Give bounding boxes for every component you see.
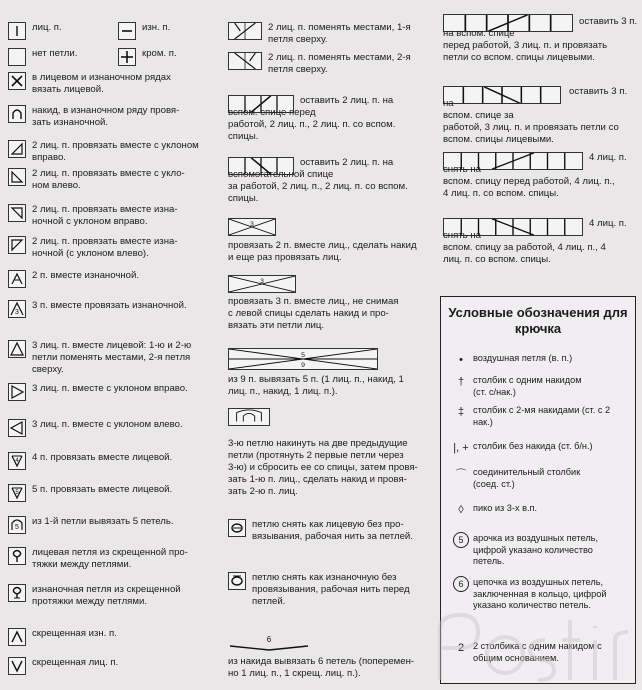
- p2tog-left-symbol-label: 2 лиц. п. провязать вместе изна- ночной (с уклоном влево).: [32, 236, 178, 259]
- five-from-one-symbol-icon: [8, 516, 26, 534]
- chain-arch-icon: 5: [453, 532, 469, 548]
- knit-both-rows-symbol-label: в лицевом и изнаночном рядах вязать лицевой.: [32, 72, 171, 95]
- chain-ring-label: цепочка из воздушных петель, заключенная в кольцо, цифрой указано количество петель.: [473, 577, 607, 610]
- slip-knitwise-label: петлю снять как лицевую без про- вязывания, рабочая нить за петлей.: [252, 519, 413, 542]
- crochet-legend-title: Условные обозначения для крючка: [448, 305, 628, 336]
- slip-stitch-label: соединительный столбик (соед. ст.): [473, 467, 581, 489]
- six-from-yo-icon: [228, 632, 310, 652]
- k3tog-crossed-symbol: [8, 340, 191, 376]
- k5tog-symbol-label: 5 п. провязать вместе лицевой.: [32, 484, 173, 495]
- p2tog-right-symbol: [8, 204, 178, 228]
- p2tog-left-symbol-icon: [8, 236, 26, 254]
- k3tog-right-symbol: [8, 383, 188, 401]
- twisted-knit-symbol-icon: [8, 657, 26, 675]
- no-stitch-symbol-label: нет петли.: [32, 48, 78, 59]
- p2tog-symbol-icon: [8, 270, 26, 288]
- k3tog-right-symbol-label: 3 лиц. п. вместе с уклоном вправо.: [32, 383, 188, 394]
- k3tog-left-symbol-label: 3 лиц. п. вместе с уклоном влево.: [32, 419, 183, 430]
- slip-purlwise-label: петлю снять как изнаночную без провязывания, рабочая нить перед петлей.: [252, 572, 410, 607]
- twisted-purl-symbol: [8, 628, 117, 646]
- chain-ring-icon: 6: [453, 576, 469, 592]
- treble-crochet-icon: ‡: [457, 406, 465, 418]
- k3tog-left-symbol: [8, 419, 183, 437]
- cable-2x2-front-label: оставить 2 лиц. п. на вспом. спице перед работой, 2 лиц. п., 2 лиц. п. со вспом. спицы.: [228, 95, 396, 142]
- five-from-nine-icon: [228, 348, 378, 370]
- k2tog-yo-k2tog-label: провязать 2 п. вместе лиц., сделать накид и еще раз провязать лиц.: [228, 240, 417, 263]
- twisted-knit-symbol-label: скрещенная лиц. п.: [32, 657, 119, 668]
- dc-cluster-label: 2 столбика с одним накидом с общим основанием.: [473, 641, 602, 663]
- k2tog-yo-k2tog-icon: [228, 218, 276, 236]
- purl-stitch-symbol: [118, 22, 170, 40]
- crochet-single-crochet: [449, 441, 631, 455]
- knit-stitch-symbol-icon: [8, 22, 26, 40]
- p3tog-symbol-label: 3 п. вместе провязать изнаночной.: [32, 300, 187, 311]
- five-from-one-symbol-label: из 1-й петли вывязать 5 петель.: [32, 516, 174, 527]
- double-crochet-icon: †: [457, 376, 465, 388]
- cross-2-top-first-icon: [228, 22, 262, 40]
- cable-4x4-front-label: 4 лиц. п. снять на вспом. спицу перед работой, 4 лиц. п., 4 лиц. п. со вспом. спицы.: [443, 152, 627, 199]
- crochet-treble-crochet: [449, 405, 631, 428]
- knit-twisted-strand-symbol-label: лицевая петля из скрещенной про- тяжки между петлями.: [32, 547, 188, 570]
- k2tog-right-symbol: [8, 140, 199, 164]
- twisted-knit-symbol: [8, 657, 118, 675]
- chain-stitch-label: воздушная петля (в. п.): [473, 353, 573, 363]
- k3tog-crossed-symbol-icon: [8, 340, 26, 358]
- k4tog-symbol: [8, 452, 172, 470]
- knit-stitch-symbol: [8, 22, 62, 40]
- crochet-dc-cluster: [449, 641, 631, 664]
- k2tog-left-symbol-icon: [8, 168, 26, 186]
- k4tog-symbol-icon: [8, 452, 26, 470]
- crochet-chain-stitch: [449, 353, 631, 367]
- purl-twisted-strand-symbol-icon: [8, 584, 26, 602]
- cable-2x2-back-label: оставить 2 лиц. п. на вспомогательной спице за работой, 2 лиц. п., 2 лиц. п. со вспом. спицы.: [228, 157, 408, 204]
- picot-label: пико из 3-х в.п.: [473, 503, 538, 513]
- k3tog-crossed-symbol-label: 3 лиц. п. вместе лицевой: 1-ю и 2-ю петли поменять местами, 2-я петля сверху.: [32, 340, 192, 375]
- no-stitch-symbol: [8, 48, 77, 66]
- k3tog-yo-count: 3: [260, 278, 264, 286]
- purl-twisted-strand-symbol-label: изнаночная петля из скрещенной протяжки между петлями.: [32, 584, 181, 607]
- knit-twisted-strand-symbol: [8, 547, 188, 571]
- edge-stitch-symbol-label: кром. п.: [142, 48, 177, 59]
- k2tog-right-symbol-label: 2 лиц. п. провязать вместе с уклоном вправо.: [32, 140, 199, 163]
- purl-stitch-symbol-label: изн. п.: [142, 22, 171, 33]
- crochet-slip-stitch: [449, 467, 631, 490]
- wrap-third-over-two-icon: [228, 408, 270, 426]
- k2tog-left-symbol: [8, 168, 185, 192]
- yarn-over-symbol: [8, 105, 179, 129]
- cross-2-top-second-label: 2 лиц. п. поменять местами, 2-я петля сверху.: [268, 52, 411, 75]
- k5tog-symbol: [8, 484, 172, 502]
- k4tog-symbol-label: 4 п. провязать вместе лицевой.: [32, 452, 173, 463]
- svg-text:5: 5: [15, 490, 19, 496]
- six-from-yo-label: из накида вывязать 6 петель (поперемен- но 1 лиц. п., 1 скрещ. лиц. п.).: [228, 656, 415, 679]
- cable-3x3-back-label: оставить 3 п. на вспом. спице за работой, 3 лиц. п. и провязать петли со вспом. спицы лицевыми.: [443, 86, 628, 145]
- purl-stitch-symbol-icon: [118, 22, 136, 40]
- chain-arch-label: арочка из воздушных петель, цифрой указано количество петель.: [473, 533, 599, 566]
- nine-count: 9: [301, 362, 305, 369]
- p2tog-right-symbol-label: 2 лиц. п. провязать вместе изна- ночной с уклоном вправо.: [32, 204, 178, 227]
- k3tog-yo-k3tog-label: провязать 3 п. вместе лиц., не снимая с левой спицы сделать накид и про- вязать эти петли лиц.: [228, 296, 399, 331]
- knit-both-rows-symbol: [8, 72, 171, 96]
- crochet-picot: [449, 503, 631, 517]
- picot-icon: ◊: [458, 504, 464, 516]
- yarn-over-symbol-icon: [8, 105, 26, 123]
- k2tog-yo-count: 3: [250, 221, 254, 229]
- wrap-third-over-two-label: 3-ю петлю накинуть на две предыдущие петли (протянуть 2 первые петли через 3-ю) и сбросить ее со спицы, затем провя- зать 1-ю п. лиц., сделать накид и провя- зать 2-ю п. лиц.: [228, 438, 418, 497]
- k5tog-symbol-icon: [8, 484, 26, 502]
- cross-2-top-first-label: 2 лиц. п. поменять местами, 1-я петля сверху.: [268, 22, 411, 45]
- double-crochet-label: столбик с одним накидом (ст. с/нак.): [473, 375, 582, 397]
- chain-stitch-icon: •: [459, 354, 463, 366]
- k3tog-yo-k3tog-icon: [228, 275, 296, 293]
- p3tog-symbol: [8, 300, 187, 318]
- p2tog-symbol: [8, 270, 139, 288]
- six-count: 6: [266, 635, 272, 644]
- no-stitch-symbol-icon: [8, 48, 26, 66]
- five-from-one-symbol: [8, 516, 174, 534]
- cable-3x3-front-label: оставить 3 п. на вспом. спице перед работой, 3 лиц. п. и провязать петли со вспом. спицы лицевыми.: [443, 16, 638, 63]
- cross-2-top-second-icon: [228, 52, 262, 70]
- twisted-purl-symbol-icon: [8, 628, 26, 646]
- knit-stitch-symbol-label: лиц. п.: [32, 22, 62, 33]
- svg-text:5: 5: [15, 524, 19, 531]
- k3tog-right-symbol-icon: [8, 383, 26, 401]
- svg-text:3: 3: [15, 309, 19, 316]
- k3tog-left-symbol-icon: [8, 419, 26, 437]
- edge-stitch-symbol: [118, 48, 177, 66]
- purl-twisted-strand-symbol: [8, 584, 181, 608]
- treble-crochet-label: столбик с 2-мя накидами (ст. с 2 нак.): [473, 405, 611, 427]
- k2tog-left-symbol-label: 2 лиц. п. провязать вместе с укло- ном влево.: [32, 168, 185, 191]
- crochet-chain-ring: [449, 577, 631, 612]
- five-count: 5: [301, 352, 305, 360]
- p3tog-symbol-icon: [8, 300, 26, 318]
- edge-stitch-symbol-icon: [118, 48, 136, 66]
- p2tog-left-symbol: [8, 236, 178, 260]
- p2tog-symbol-label: 2 п. вместе изнаночной.: [32, 270, 140, 281]
- knit-both-rows-symbol-icon: [8, 72, 26, 90]
- yarn-over-symbol-label: накид, в изнаночном ряду провя- зать изнаночной.: [32, 105, 180, 128]
- k2tog-right-symbol-icon: [8, 140, 26, 158]
- cable-4x4-back-label: 4 лиц. п. снять на вспом. спицу за работой, 4 лиц. п., 4 лиц. п. со вспом. спицы.: [443, 218, 627, 265]
- knit-twisted-strand-symbol-icon: [8, 547, 26, 565]
- twisted-purl-symbol-label: скрещенная изн. п.: [32, 628, 117, 639]
- svg-text:4: 4: [15, 458, 19, 464]
- five-from-nine-label: из 9 п. вывязать 5 п. (1 лиц. п., накид, 1 лиц. п., накид, 1 лиц. п.).: [228, 374, 404, 397]
- slip-purlwise-icon: [228, 572, 246, 590]
- dc-cluster-icon: 2: [457, 642, 465, 654]
- single-crochet-label: столбик без накида (ст. б/н.): [473, 441, 593, 451]
- crochet-legend: [440, 296, 636, 684]
- single-crochet-icon: |, +: [453, 442, 469, 454]
- crochet-double-crochet: [449, 375, 631, 398]
- slip-knitwise-icon: [228, 519, 246, 537]
- crochet-chain-arch: [449, 533, 631, 568]
- p2tog-right-symbol-icon: [8, 204, 26, 222]
- slip-stitch-icon: ⌒: [455, 469, 467, 481]
